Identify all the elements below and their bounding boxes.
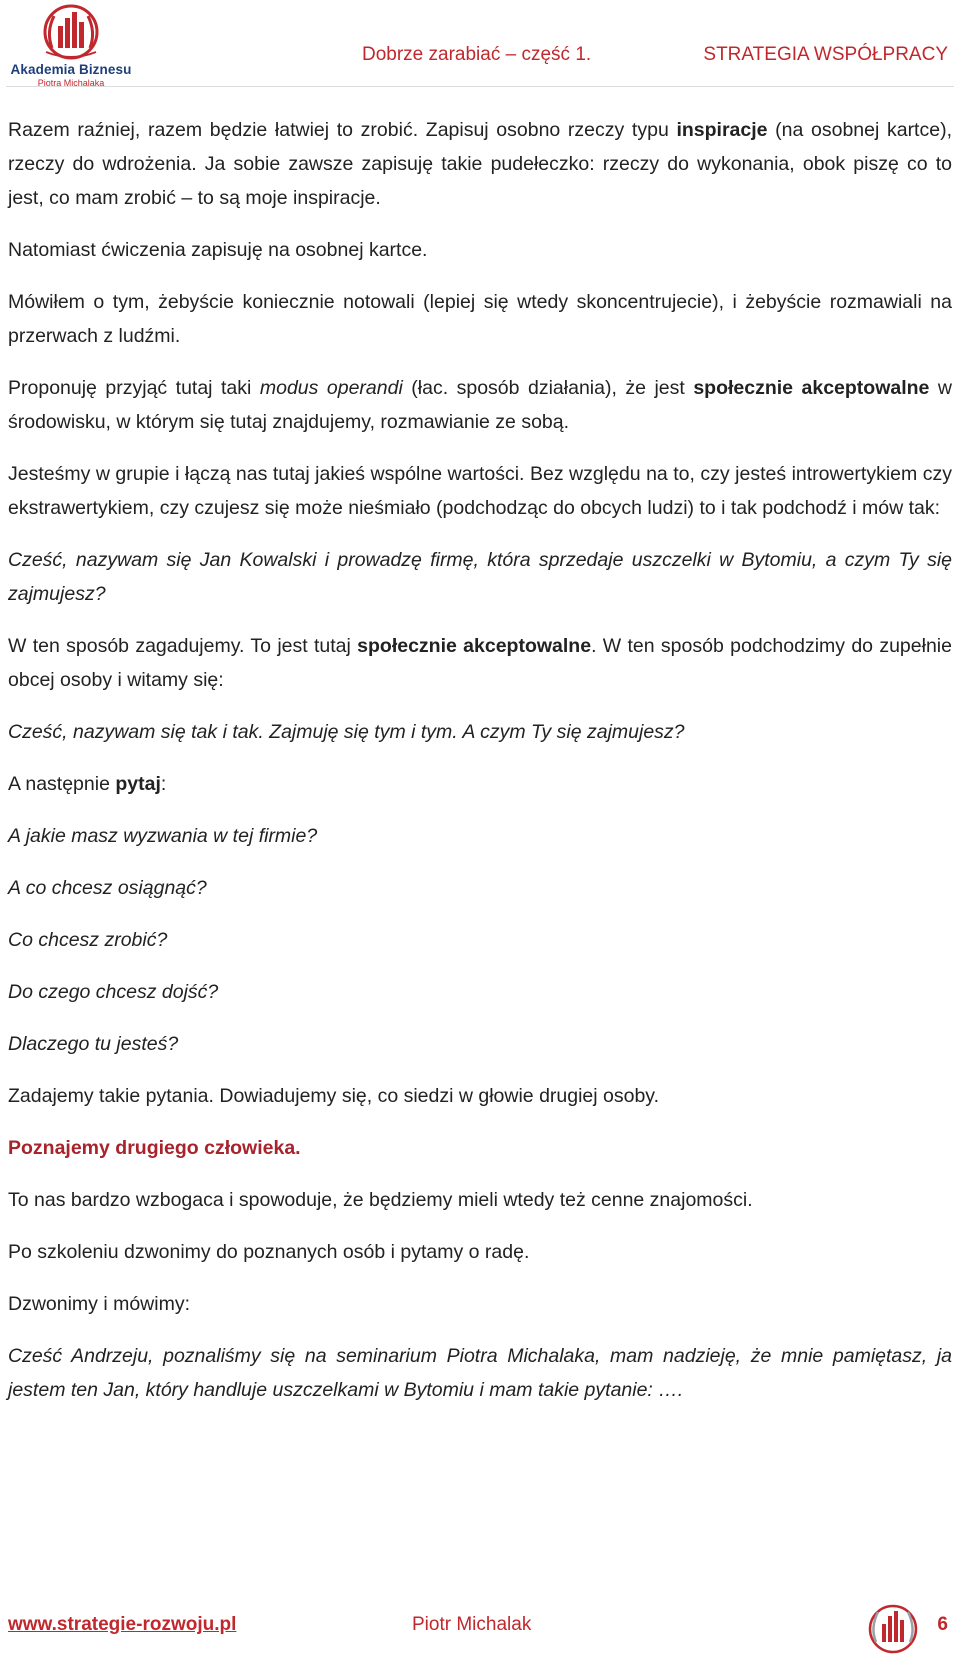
question-item: Do czego chcesz dojść? — [8, 981, 219, 1003]
question-item: Co chcesz zrobić? — [8, 929, 168, 951]
text-run: Razem raźniej, razem będzie łatwiej to zrobić. Zapisuj osobno rzeczy typu — [8, 119, 677, 141]
bold-term: inspiracje — [676, 119, 768, 141]
page-header — [0, 0, 960, 86]
paragraph-modus-operandi — [8, 371, 952, 439]
paragraph-grupa: Jesteśmy w grupie i łączą nas tutaj jakieś wspólne wartości. Bez względu na to, czy jesteś introwertykiem czy ekstrawertykiem, czy czujesz się może nieśmiało (podchodząc do obcych ludzi) to i tak podchodź i mów tak: — [8, 463, 952, 519]
question-item: A jakie masz wyzwania w tej firmie? — [8, 825, 318, 847]
logo-sub-text: Piotra Michalaka — [37, 78, 105, 88]
header-divider — [6, 86, 954, 87]
paragraph-cwiczenia: Natomiast ćwiczenia zapisuję na osobnej kartce. — [8, 239, 428, 261]
paragraph-po-szkoleniu: Po szkoleniu dzwonimy do poznanych osób i pytamy o radę. — [8, 1241, 530, 1263]
paragraph-wzbogaca: To nas bardzo wzbogaca i spowoduje, że będziemy mieli wtedy też cenne znajomości. — [8, 1189, 753, 1211]
text-run: W ten sposób zagadujemy. To jest tutaj — [8, 635, 358, 657]
highlight-heading: Poznajemy drugiego człowieka. — [8, 1137, 301, 1159]
text-run: w środowisku, w którym się tutaj znajdujemy, rozmawianie ze sobą. — [8, 377, 952, 433]
logo-brand-text: Akademia Biznesu — [10, 62, 132, 77]
footer-author: Piotr Michalak — [412, 1614, 532, 1635]
paragraph-dzwonimy: Dzwonimy i mówimy: — [8, 1293, 191, 1315]
page-footer — [0, 1600, 960, 1667]
question-item: A co chcesz osiągnąć? — [8, 877, 207, 899]
text-run: (na osobnej kartce), rzeczy do wdrożenia. Ja sobie zawsze zapisuję takie pudełeczko: rzeczy do wykonania, obok piszę co to jest, co mam zrobić – to są moje inspiracje. — [8, 119, 952, 209]
quote-introduction: Cześć, nazywam się Jan Kowalski i prowadzę firmę, która sprzedaje uszczelki w Bytomiu, a czym Ty się zajmujesz? — [8, 549, 952, 605]
text-run: . W ten sposób podchodzimy do zupełnie obcej osoby i witamy się: — [8, 635, 952, 691]
paragraph-notowanie: Mówiłem o tym, żebyście koniecznie notowali (lepiej się wtedy skoncentrujecie), i żebyście rozmawiali na przerwach z ludźmi. — [8, 291, 952, 347]
paragraph-pytaj — [8, 767, 952, 801]
laurel-emblem-icon — [6, 4, 136, 64]
document-part-title: Dobrze zarabiać – część 1. — [362, 44, 592, 65]
italic-term: modus operandi — [259, 377, 403, 399]
quote-greeting: Cześć, nazywam się tak i tak. Zajmuję się tym i tym. A czym Ty się zajmujesz? — [8, 721, 685, 743]
paragraph-pytania: Zadajemy takie pytania. Dowiadujemy się, co siedzi w głowie drugiej osoby. — [8, 1085, 660, 1107]
bold-term: społecznie akceptowalne — [357, 635, 592, 657]
text-run: Proponuję przyjąć tutaj taki — [8, 377, 260, 399]
akademia-biznesu-logo — [6, 4, 136, 88]
laurel-emblem-icon — [866, 1602, 920, 1656]
bold-term: pytaj — [115, 773, 161, 795]
paragraph-zagadujemy — [8, 629, 952, 697]
text-run: : — [160, 773, 167, 795]
bold-term: społecznie akceptowalne — [693, 377, 930, 399]
page-number: 6 — [937, 1614, 948, 1635]
text-run: A następnie — [8, 773, 116, 795]
question-item: Dlaczego tu jesteś? — [8, 1033, 179, 1055]
document-section-title: STRATEGIA WSPÓŁPRACY — [703, 44, 948, 65]
paragraph-inspiracje — [8, 113, 952, 215]
website-link[interactable]: www.strategie-rozwoju.pl — [8, 1614, 237, 1635]
quote-phone-call: Cześć Andrzeju, poznaliśmy się na seminarium Piotra Michalaka, mam nadzieję, że mnie pamiętasz, ja jestem ten Jan, który handluje uszczelkami w Bytomiu i mam takie pytanie: …. — [8, 1345, 952, 1401]
document-body — [8, 113, 952, 1425]
text-run: (łac. sposób działania), że jest — [402, 377, 694, 399]
